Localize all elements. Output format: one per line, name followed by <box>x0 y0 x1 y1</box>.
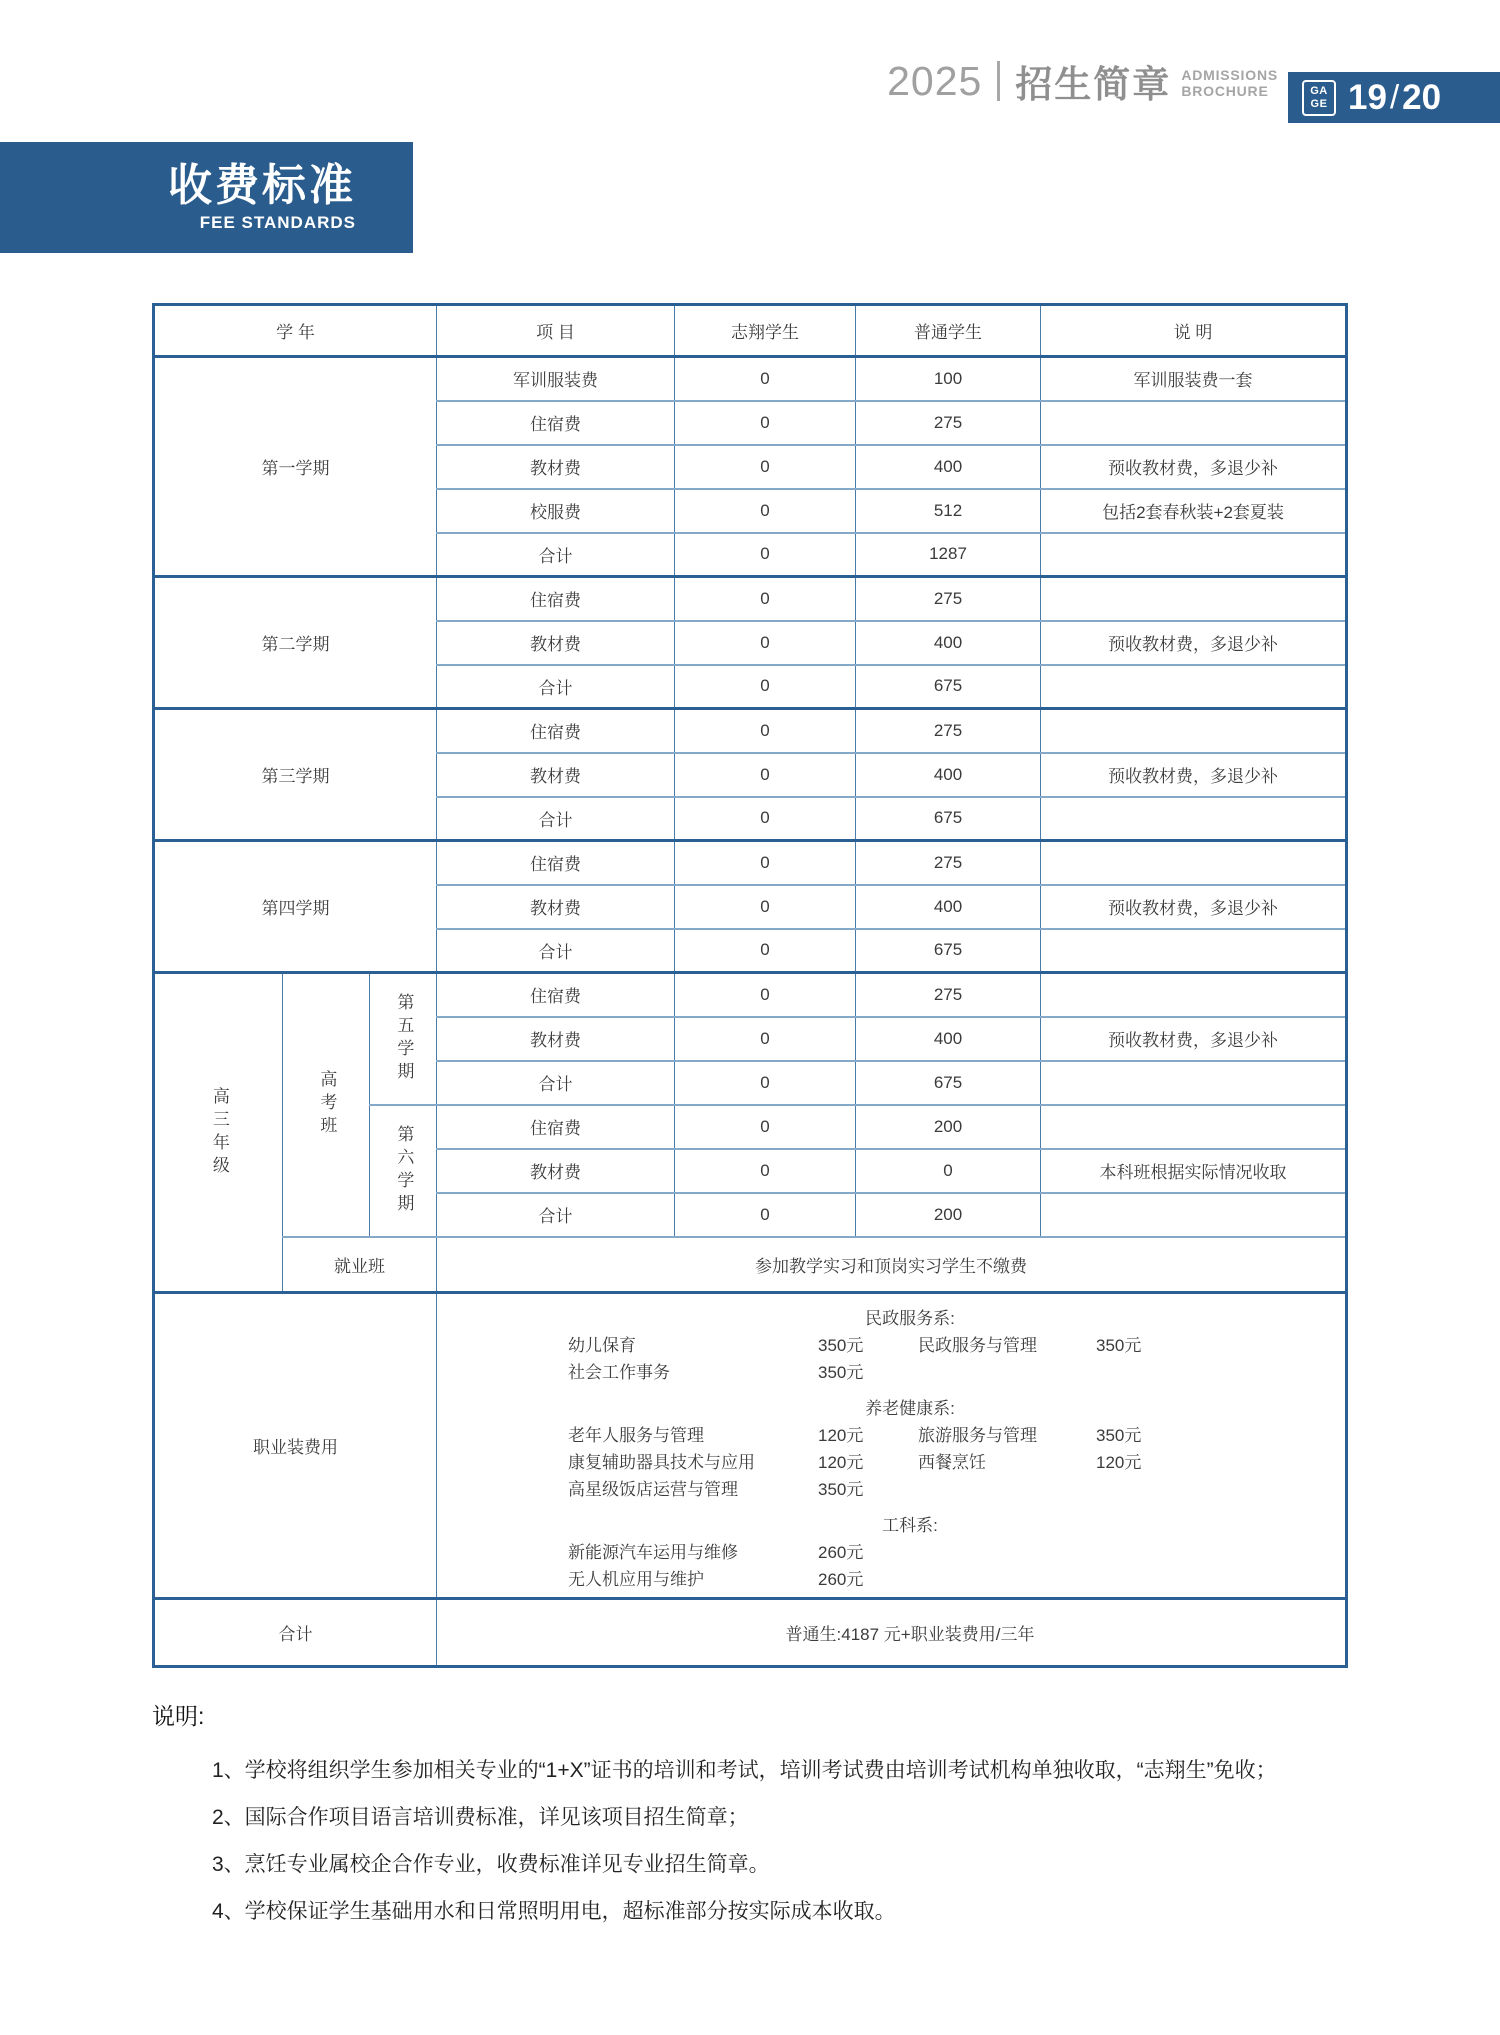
logo-line2: GE <box>1310 97 1328 110</box>
note-item-2: 2、国际合作项目语言培训费标准，详见该项目招生简章； <box>212 1806 749 1829</box>
putong-value-cell: 400 <box>856 445 1041 489</box>
notes-list <box>212 1747 1392 1935</box>
note-cell <box>1041 401 1347 445</box>
semester5-label-cell-text: 第五学期 <box>394 992 414 1085</box>
uniform-item-price2: 350元 <box>1096 1336 1142 1355</box>
fee-item-cell: 教材费 <box>437 885 675 929</box>
semester6-label-cell-text: 第六学期 <box>394 1124 414 1217</box>
fee-item-cell: 教材费 <box>437 621 675 665</box>
uniform-item-name: 新能源汽车运用与维修 <box>568 1543 738 1562</box>
putong-value-cell: 675 <box>856 1061 1041 1105</box>
uniform-fee-row <box>568 1359 1345 1386</box>
semester-label-cell: 第四学期 <box>154 841 437 973</box>
putong-value-cell: 1287 <box>856 533 1041 577</box>
fee-item-cell: 住宿费 <box>437 709 675 753</box>
note-cell <box>1041 797 1347 841</box>
header-title-en <box>1181 67 1278 99</box>
total-label-cell: 合计 <box>154 1599 437 1667</box>
header-title-cn: 招生简章 <box>1015 64 1172 105</box>
page-header <box>887 52 1278 110</box>
uniform-fee-row <box>568 1449 1345 1476</box>
semester-label-cell: 第二学期 <box>154 577 437 709</box>
uniform-item-name2: 民政服务与管理 <box>918 1336 1037 1355</box>
note-cell <box>1041 1061 1347 1105</box>
note-cell: 预收教材费，多退少补 <box>1041 753 1347 797</box>
department-name: 养老健康系: <box>865 1399 955 1418</box>
putong-value-cell: 400 <box>856 885 1041 929</box>
uniform-item-price2: 350元 <box>1096 1426 1142 1445</box>
zhixiang-value-cell: 0 <box>675 929 856 973</box>
fee-item-cell: 合计 <box>437 1061 675 1105</box>
zhixiang-value-cell: 0 <box>675 841 856 885</box>
jiuye-class-label-cell: 就业班 <box>283 1237 437 1293</box>
uniform-item-price: 350元 <box>818 1336 864 1355</box>
putong-value-cell: 675 <box>856 665 1041 709</box>
uniform-item-price2 <box>1096 1359 1345 1386</box>
header-title-en-line2: BROCHURE <box>1181 83 1269 99</box>
putong-value-cell: 400 <box>856 753 1041 797</box>
uniform-item-price: 260元 <box>818 1543 864 1562</box>
fee-item-cell: 校服费 <box>437 489 675 533</box>
putong-value-cell: 200 <box>856 1105 1041 1149</box>
zhixiang-value-cell: 0 <box>675 1149 856 1193</box>
zhixiang-value-cell: 0 <box>675 401 856 445</box>
col-header-year: 学 年 <box>154 305 437 357</box>
fee-item-cell: 住宿费 <box>437 401 675 445</box>
fee-table-body <box>154 305 1347 1667</box>
uniform-item-name: 社会工作事务 <box>568 1363 670 1382</box>
page-current: 19 <box>1348 77 1387 117</box>
uniform-item-name2: 西餐烹饪 <box>918 1453 986 1472</box>
fee-item-cell: 住宿费 <box>437 1105 675 1149</box>
uniform-item-name: 高星级饭店运营与管理 <box>568 1480 738 1499</box>
note-cell <box>1041 665 1347 709</box>
fee-item-cell: 教材费 <box>437 753 675 797</box>
department-block <box>437 1395 1345 1503</box>
note-cell <box>1041 841 1347 885</box>
fee-item-cell: 教材费 <box>437 445 675 489</box>
putong-value-cell: 275 <box>856 841 1041 885</box>
uniform-item-price: 120元 <box>818 1453 864 1472</box>
fee-item-cell: 合计 <box>437 533 675 577</box>
uniform-item-name2 <box>918 1476 1096 1503</box>
putong-value-cell: 0 <box>856 1149 1041 1193</box>
fee-item-cell: 住宿费 <box>437 841 675 885</box>
uniform-item-name: 无人机应用与维护 <box>568 1570 704 1589</box>
header-year: 2025 <box>887 57 983 104</box>
uniform-item-name: 老年人服务与管理 <box>568 1426 704 1445</box>
school-logo-icon <box>1302 80 1336 116</box>
uniform-item-price2 <box>1096 1539 1345 1566</box>
zhixiang-value-cell: 0 <box>675 709 856 753</box>
jiuye-note-cell: 参加教学实习和顶岗实习学生不缴费 <box>437 1237 1347 1293</box>
fee-item-cell: 教材费 <box>437 1017 675 1061</box>
fee-item-cell: 合计 <box>437 665 675 709</box>
table-row <box>154 1293 1347 1599</box>
putong-value-cell: 275 <box>856 577 1041 621</box>
department-name: 民政服务系: <box>865 1309 955 1328</box>
note-cell <box>1041 1105 1347 1149</box>
note-item-3: 3、烹饪专业属校企合作专业，收费标准详见专业招生简章。 <box>212 1853 770 1876</box>
fee-item-cell: 住宿费 <box>437 973 675 1017</box>
putong-value-cell: 400 <box>856 621 1041 665</box>
zhixiang-value-cell: 0 <box>675 489 856 533</box>
zhixiang-value-cell: 0 <box>675 1017 856 1061</box>
table-row <box>154 577 1347 621</box>
uniform-item-price: 260元 <box>818 1570 864 1589</box>
uniform-item-name: 幼儿保育 <box>568 1336 636 1355</box>
putong-value-cell: 675 <box>856 797 1041 841</box>
uniform-fee-row <box>568 1566 1345 1593</box>
uniform-item-price2: 120元 <box>1096 1453 1142 1472</box>
uniform-fee-row <box>568 1422 1345 1449</box>
table-row <box>154 709 1347 753</box>
note-cell: 本科班根据实际情况收取 <box>1041 1149 1347 1193</box>
zhixiang-value-cell: 0 <box>675 797 856 841</box>
col-header-putong: 普通学生 <box>856 305 1041 357</box>
note-cell <box>1041 709 1347 753</box>
fee-item-cell: 教材费 <box>437 1149 675 1193</box>
note-cell <box>1041 973 1347 1017</box>
notes-title: 说明: <box>152 1703 205 1729</box>
putong-value-cell: 400 <box>856 1017 1041 1061</box>
zhixiang-value-cell: 0 <box>675 621 856 665</box>
department-name: 工科系: <box>882 1516 938 1535</box>
department-block <box>437 1512 1345 1593</box>
grade3-label-cell-text: 高三年级 <box>209 1086 229 1179</box>
fee-item-cell: 合计 <box>437 797 675 841</box>
note-cell: 预收教材费，多退少补 <box>1041 445 1347 489</box>
zhixiang-value-cell: 0 <box>675 1105 856 1149</box>
zhixiang-value-cell: 0 <box>675 357 856 401</box>
uniform-content-cell <box>437 1293 1347 1599</box>
putong-value-cell: 200 <box>856 1193 1041 1237</box>
putong-value-cell: 275 <box>856 709 1041 753</box>
grade3-label-cell <box>154 973 283 1293</box>
putong-value-cell: 100 <box>856 357 1041 401</box>
uniform-item-price: 350元 <box>818 1363 864 1382</box>
uniform-item-name2 <box>918 1359 1096 1386</box>
uniform-item-name2: 旅游服务与管理 <box>918 1426 1037 1445</box>
header-divider <box>997 61 1000 101</box>
page-number-box <box>1288 72 1500 123</box>
gaokao-class-label-cell <box>283 973 370 1237</box>
uniform-item-price2 <box>1096 1476 1345 1503</box>
note-cell: 预收教材费，多退少补 <box>1041 621 1347 665</box>
table-row <box>154 357 1347 401</box>
table-row <box>154 1237 1347 1293</box>
page-total: 20 <box>1402 77 1442 117</box>
header-title-en-line1: ADMISSIONS <box>1181 67 1278 83</box>
uniform-fee-row <box>568 1476 1345 1503</box>
note-cell <box>1041 929 1347 973</box>
zhixiang-value-cell: 0 <box>675 445 856 489</box>
zhixiang-value-cell: 0 <box>675 1193 856 1237</box>
zhixiang-value-cell: 0 <box>675 753 856 797</box>
fee-item-cell: 合计 <box>437 929 675 973</box>
fee-item-cell: 住宿费 <box>437 577 675 621</box>
uniform-item-name: 康复辅助器具技术与应用 <box>568 1453 755 1472</box>
fee-item-cell: 军训服装费 <box>437 357 675 401</box>
total-value-cell: 普通生:4187 元+职业装费用/三年 <box>437 1599 1347 1667</box>
notes-section <box>152 1698 1392 1935</box>
table-row <box>154 973 1347 1017</box>
semester5-label-cell <box>370 973 437 1105</box>
section-title-banner <box>0 142 413 253</box>
zhixiang-value-cell: 0 <box>675 885 856 929</box>
uniform-item-price2 <box>1096 1566 1345 1593</box>
col-header-item: 项 目 <box>437 305 675 357</box>
zhixiang-value-cell: 0 <box>675 665 856 709</box>
note-cell: 预收教材费，多退少补 <box>1041 1017 1347 1061</box>
zhixiang-value-cell: 0 <box>675 533 856 577</box>
note-cell <box>1041 533 1347 577</box>
uniform-item-name2 <box>918 1539 1096 1566</box>
table-row <box>154 1599 1347 1667</box>
table-row <box>154 305 1347 357</box>
section-title-cn: 收费标准 <box>168 161 356 210</box>
zhixiang-value-cell: 0 <box>675 577 856 621</box>
zhixiang-value-cell: 0 <box>675 973 856 1017</box>
note-item-4: 4、学校保证学生基础用水和日常照明用电，超标准部分按实际成本收取。 <box>212 1900 896 1923</box>
fee-standards-table <box>152 303 1348 1668</box>
department-block <box>437 1305 1345 1386</box>
gaokao-class-label-cell-text: 高考班 <box>317 1070 337 1140</box>
uniform-item-name2 <box>918 1566 1096 1593</box>
note-cell: 预收教材费，多退少补 <box>1041 885 1347 929</box>
page-separator: / <box>1389 77 1400 115</box>
putong-value-cell: 675 <box>856 929 1041 973</box>
table-row <box>154 841 1347 885</box>
semester-label-cell: 第三学期 <box>154 709 437 841</box>
note-cell: 包括2套春秋装+2套夏装 <box>1041 489 1347 533</box>
note-cell <box>1041 577 1347 621</box>
uniform-item-price: 350元 <box>818 1480 864 1499</box>
zhixiang-value-cell: 0 <box>675 1061 856 1105</box>
uniform-fee-row <box>568 1332 1345 1359</box>
putong-value-cell: 275 <box>856 973 1041 1017</box>
page-number <box>1348 78 1441 118</box>
fee-item-cell: 合计 <box>437 1193 675 1237</box>
note-cell <box>1041 1193 1347 1237</box>
note-item-1: 1、学校将组织学生参加相关专业的“1+X”证书的培训和考试，培训考试费由培训考试机构单独收取，“志翔生”免收； <box>212 1759 1277 1782</box>
uniform-item-price: 120元 <box>818 1426 864 1445</box>
semester6-label-cell <box>370 1105 437 1237</box>
note-cell: 军训服装费一套 <box>1041 357 1347 401</box>
uniform-label-cell: 职业装费用 <box>154 1293 437 1599</box>
putong-value-cell: 512 <box>856 489 1041 533</box>
uniform-fee-row <box>568 1539 1345 1566</box>
semester-label-cell: 第一学期 <box>154 357 437 577</box>
col-header-zhixiang: 志翔学生 <box>675 305 856 357</box>
section-title-en: FEE STANDARDS <box>199 213 356 232</box>
logo-line1: GA <box>1310 84 1328 97</box>
putong-value-cell: 275 <box>856 401 1041 445</box>
col-header-note: 说 明 <box>1041 305 1347 357</box>
